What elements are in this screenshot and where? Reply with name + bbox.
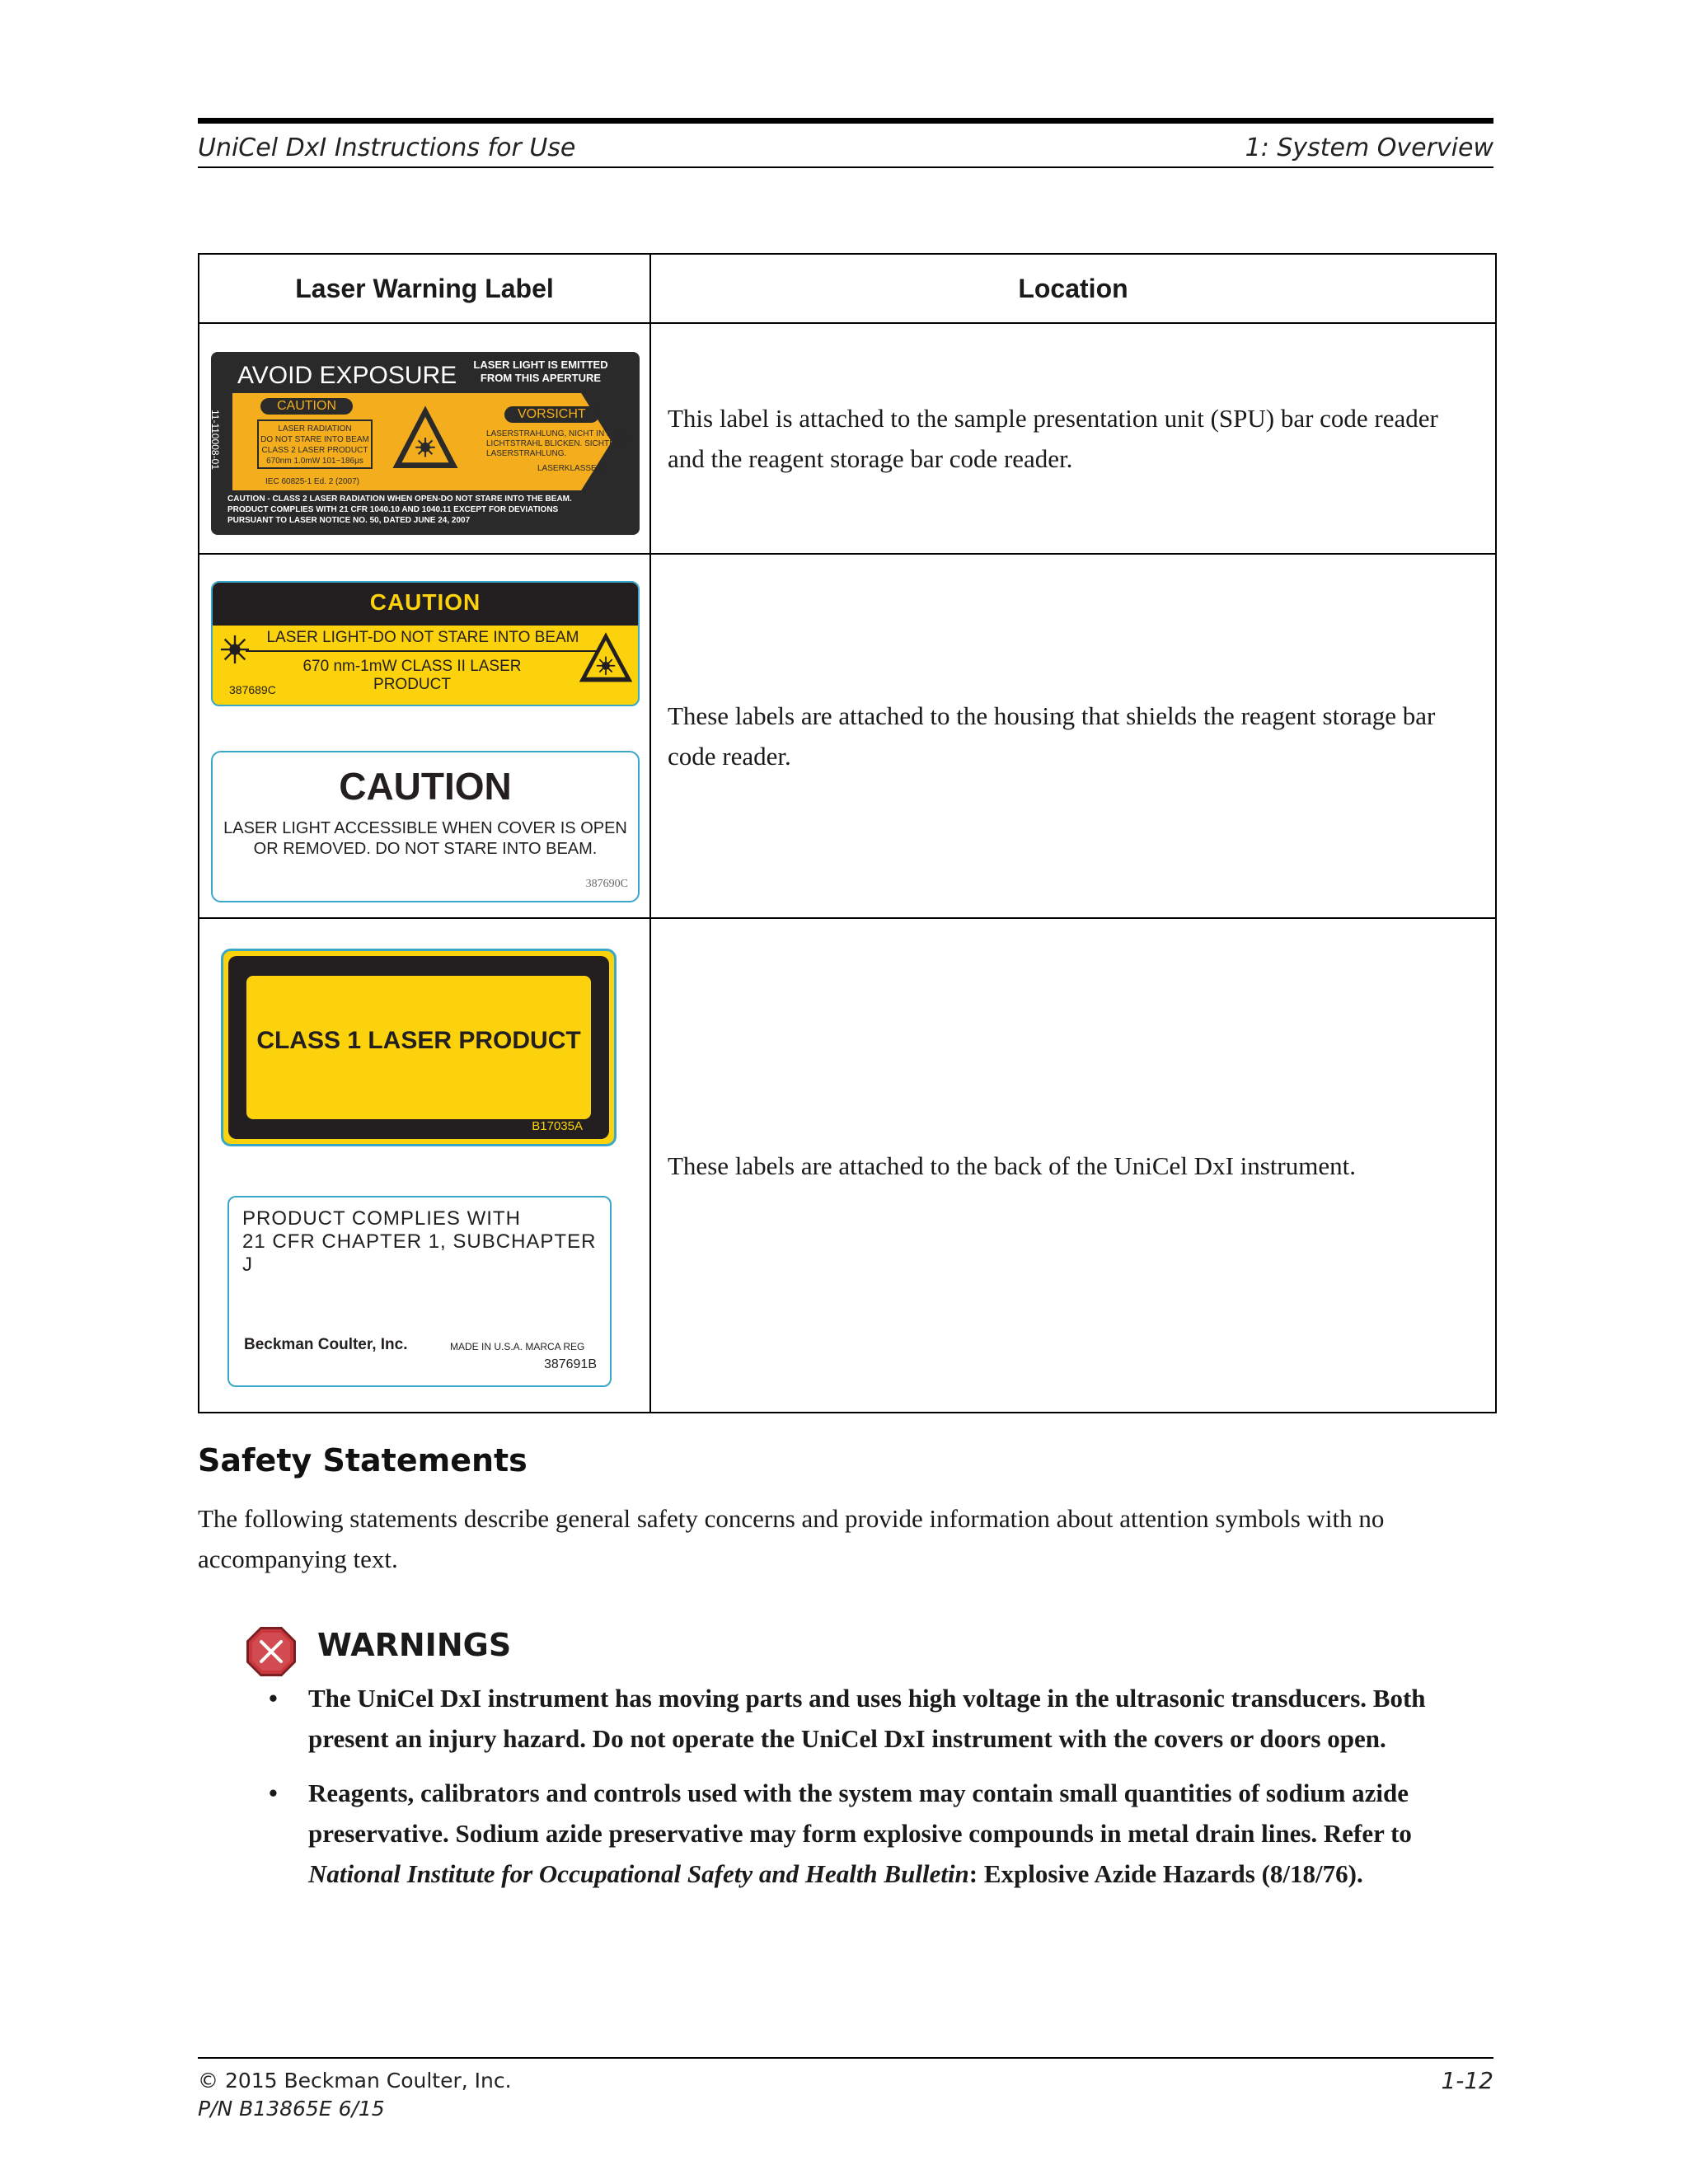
avoid-exposure-label <box>211 352 640 535</box>
laser-hazard-icon <box>391 403 460 472</box>
label-part-number: 387691B <box>543 1357 597 1371</box>
location-cell: These labels are attached to the housing that shields the reagent storage bar code reader. <box>650 554 1496 918</box>
section-title: Safety Statements <box>198 1442 528 1479</box>
table-row <box>199 554 1496 918</box>
location-cell: This label is attached to the sample presentation unit (SPU) bar code reader and the reagent storage bar code reader. <box>650 323 1496 554</box>
label-text: LASERSTRAHLUNG, NICHT IN DEN LICHTSTRAHL BLICKEN. SICHTBARE LASERSTRAHLUNG. <box>486 429 632 458</box>
label-part-number: 387689C <box>229 683 276 696</box>
label-part-number: B17035A <box>532 1119 583 1133</box>
list-item <box>265 1678 1493 1759</box>
label-title: CLASS 1 LASER PRODUCT <box>256 1027 581 1054</box>
page-footer <box>198 2057 1493 2123</box>
part-number: P/N B13865E 6/15 <box>198 2097 385 2121</box>
section-intro: The following statements describe general safety concerns and provide information about attention symbols with no accompanying text. <box>198 1504 1385 1573</box>
label-text: AVOID EXPOSURE <box>237 362 457 389</box>
label-cell <box>199 323 650 554</box>
copyright: © 2015 Beckman Coulter, Inc. <box>198 2069 512 2093</box>
manufacturer-name: Beckman Coulter, Inc. <box>244 1336 408 1353</box>
laser-hazard-icon <box>577 629 635 687</box>
column-header-location: Location <box>650 254 1496 323</box>
label-part-number: 387690C <box>585 878 628 890</box>
label-text: IEC 60825-1 Ed. 2 (2007) <box>265 477 359 486</box>
header-doc-title: UniCel DxI Instructions for Use <box>198 134 576 162</box>
label-text: LASER LIGHT IS EMITTED FROM THIS APERTURE <box>473 359 608 384</box>
page-header <box>198 118 1493 168</box>
caution-laser-label <box>211 581 640 706</box>
label-text: CAUTION - CLASS 2 LASER RADIATION WHEN OPEN-DO NOT STARE INTO THE BEAM. PRODUCT COMPLIES WITH 21 CFR 1040.10 AND 1040.11 EXCEPT FOR DEVIATIONS PURSUANT TO LASER NOTICE NO. 50, DATED JUNE 24, 2007 <box>227 494 572 525</box>
laser-label-table <box>198 253 1497 1413</box>
header-rule <box>198 166 1493 168</box>
caution-cover-label <box>211 751 640 902</box>
compliance-label <box>227 1196 612 1387</box>
header-section-title: 1: System Overview <box>1245 134 1493 162</box>
list-item <box>265 1773 1493 1894</box>
bullet-marker: • <box>269 1684 278 1713</box>
label-cell <box>199 554 650 918</box>
warnings-list <box>265 1678 1493 1908</box>
column-header-label: Laser Warning Label <box>199 254 650 323</box>
class1-laser-label <box>221 949 617 1146</box>
table-row <box>199 918 1496 1413</box>
table-row <box>199 323 1496 554</box>
label-part-number: 11-110008-01 <box>209 410 221 470</box>
warning-text: Reagents, calibrators and controls used with the system may contain small quantities of sodium azide preservative. Sodium azide preservative may form explosive compounds in metal drain lines. Refer to National Institute for Occupational Safety and Health Bulletin: Explosive Azide Hazards (8/18/76). <box>308 1779 1412 1888</box>
label-text: VORSICHT <box>504 406 599 423</box>
warning-text: The UniCel DxI instrument has moving parts and uses high voltage in the ultrasonic transducers. Both present an injury hazard. Do not operate the UniCel DxI instrument with the covers or doors open. <box>308 1684 1426 1753</box>
label-text: CAUTION <box>260 398 353 415</box>
citation-title: National Institute for Occupational Safety and Health Bulletin <box>308 1859 969 1888</box>
label-text-box: LASER RADIATION DO NOT STARE INTO BEAM CLASS 2 LASER PRODUCT 670nm 1.0mW 101~186µs <box>257 419 373 469</box>
label-title: CAUTION <box>339 765 512 808</box>
label-text: 670 nm-1mW CLASS II LASER PRODUCT <box>302 658 522 693</box>
label-text: PRODUCT COMPLIES WITH 21 CFR CHAPTER 1, SUBCHAPTER J <box>242 1207 597 1276</box>
label-text: LASER LIGHT ACCESSIBLE WHEN COVER IS OPEN OR REMOVED. DO NOT STARE INTO BEAM. <box>223 819 627 858</box>
label-title: CAUTION <box>369 589 481 615</box>
label-cell <box>199 918 650 1413</box>
warnings-heading: WARNINGS <box>317 1627 512 1663</box>
bullet-marker: • <box>269 1779 278 1807</box>
page-number: 1-12 <box>1441 2067 1493 2094</box>
label-text: LASER LIGHT-DO NOT STARE INTO BEAM <box>246 629 600 652</box>
table-header-row <box>199 254 1496 323</box>
location-cell: These labels are attached to the back of the UniCel DxI instrument. <box>650 918 1496 1413</box>
stop-warning-icon <box>245 1625 298 1678</box>
label-text: LASERKLASSE 2 <box>537 464 604 473</box>
label-text: MADE IN U.S.A. MARCA REG <box>450 1341 585 1352</box>
